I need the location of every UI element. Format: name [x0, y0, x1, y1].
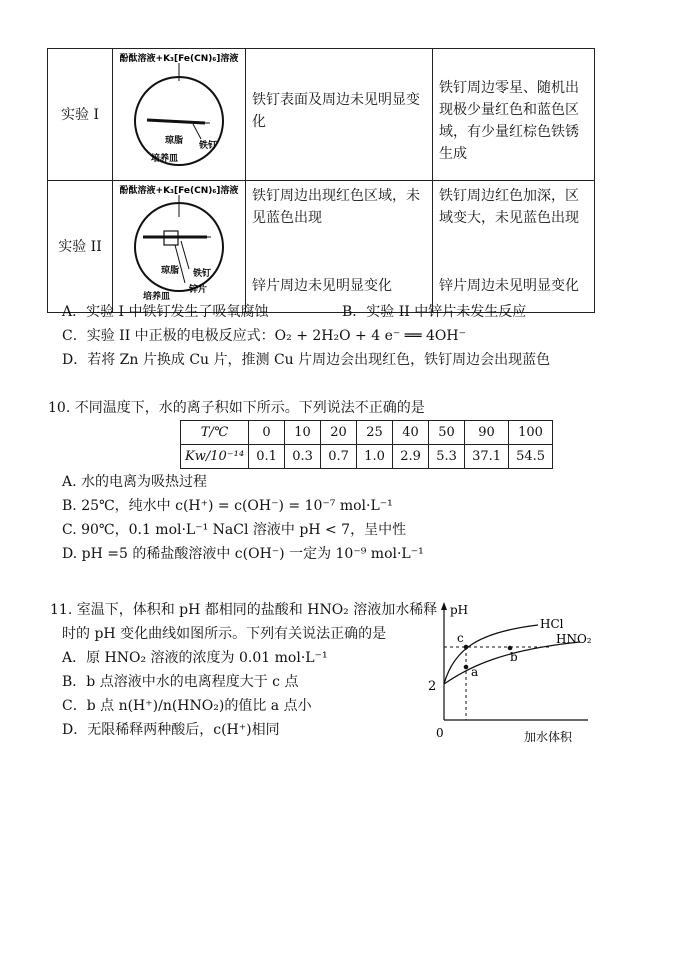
- q9-option-d: D．若将 Zn 片换成 Cu 片，推测 Cu 片周边会出现红色，铁钉周边会出现蓝色: [62, 352, 551, 368]
- hno2-label: HNO₂: [556, 632, 592, 646]
- q9-option-b: B．实验 II 中锌片未发生反应: [342, 304, 527, 320]
- experiment-2-figure: [113, 181, 246, 313]
- figure-1-nail-label: 铁钉: [199, 141, 218, 151]
- kw-table-head-kw: Kw/10⁻¹⁴: [181, 445, 249, 469]
- experiment-table: [47, 48, 595, 313]
- q10-option-a: A. 水的电离为吸热过程: [62, 474, 208, 490]
- kw-table-row-temperature: T/℃ 0 10 20 25 40 50 90 100: [181, 421, 553, 445]
- experiment-1-observation-1: 铁钉表面及周边未见明显变化: [246, 49, 433, 181]
- experiment-2-label: 实验 II: [48, 181, 113, 313]
- ph-dilution-graph: [420, 596, 600, 744]
- figure-2-nail-label: 铁钉: [193, 269, 212, 279]
- point-a-label: a: [471, 665, 479, 679]
- graph-ylabel: pH: [450, 603, 469, 617]
- iron-nail-1: [147, 120, 205, 123]
- q11-option-a: A．原 HNO₂ 溶液的浓度为 0.01 mol·L⁻¹: [62, 650, 328, 666]
- figure-1-top-label: 酚酞溶液+K₃[Fe(CN)₆]溶液: [119, 54, 239, 64]
- point-b-label: b: [510, 650, 518, 664]
- figure-2-agar-label: 琼脂: [161, 266, 180, 276]
- petri-dish-diagram-1: [113, 49, 245, 173]
- experiment-1-label: 实验 I: [48, 49, 113, 181]
- y-axis-arrow: [441, 602, 447, 610]
- experiment-2-observation-1: 铁钉周边出现红色区域，未见蓝色出现 锌片周边未见明显变化: [246, 181, 433, 313]
- q9-option-c: C．实验 II 中正极的电极反应式：O₂ + 2H₂O + 4 e⁻ ══ 4OH⁻: [62, 328, 467, 344]
- point-c: [464, 645, 469, 650]
- q11-option-b: B．b 点溶液中水的电离程度大于 c 点: [62, 674, 299, 690]
- graph-origin-label: 0: [436, 726, 444, 740]
- graph-xlabel: 加水体积: [524, 730, 573, 744]
- experiment-1-observation-2: 铁钉周边零星、随机出现极少量红色和蓝色区域，有少量红棕色铁锈生成: [433, 49, 595, 181]
- figure-1-dish-label: 培养皿: [151, 154, 179, 164]
- figure-2-dish-label: 培养皿: [143, 292, 171, 302]
- point-a: [464, 665, 469, 670]
- experiment-1-figure: [113, 49, 246, 181]
- point-c-label: c: [457, 631, 464, 645]
- q10-stem: 10. 不同温度下，水的离子积如下所示。下列说法不正确的是: [48, 400, 425, 416]
- hcl-label: HCl: [540, 617, 564, 631]
- petri-dish-diagram-2: [113, 181, 245, 305]
- q10-option-d: D. pH =5 的稀盐酸溶液中 c(OH⁻) 一定为 10⁻⁹ mol·L⁻¹: [62, 546, 424, 562]
- q9-option-a: A．实验 I 中铁钉发生了吸氧腐蚀: [62, 304, 269, 320]
- q11-option-d: D．无限稀释两种酸后，c(H⁺)相同: [62, 722, 280, 738]
- q11-option-c: C．b 点 n(H⁺)/n(HNO₂)的值比 a 点小: [62, 698, 312, 714]
- graph-y-tick-2: 2: [428, 679, 437, 694]
- q11-stem-line-2: 时的 pH 变化曲线如图所示。下列有关说法正确的是: [62, 626, 387, 642]
- q10-option-c: C. 90℃，0.1 mol·L⁻¹ NaCl 溶液中 pH < 7，呈中性: [62, 522, 407, 538]
- figure-2-top-label: 酚酞溶液+K₃[Fe(CN)₆]溶液: [119, 186, 239, 196]
- figure-1-agar-label: 琼脂: [165, 136, 184, 146]
- kw-table-head-t: T/℃: [181, 421, 249, 445]
- q11-stem-line-1: 11. 室温下，体积和 pH 都相同的盐酸和 HNO₂ 溶液加水稀释: [50, 602, 438, 618]
- figure-2-zinc-label: 锌片: [189, 285, 208, 295]
- q10-option-b: B. 25℃，纯水中 c(H⁺) = c(OH⁻) = 10⁻⁷ mol·L⁻¹: [62, 498, 393, 514]
- kw-table-row-kw: Kw/10⁻¹⁴ 0.1 0.3 0.7 1.0 2.9 5.3 37.1 54.5: [181, 445, 553, 469]
- experiment-2-observation-2: 铁钉周边红色加深，区域变大，未见蓝色出现 锌片周边未见明显变化: [433, 181, 595, 313]
- kw-table: [180, 420, 553, 469]
